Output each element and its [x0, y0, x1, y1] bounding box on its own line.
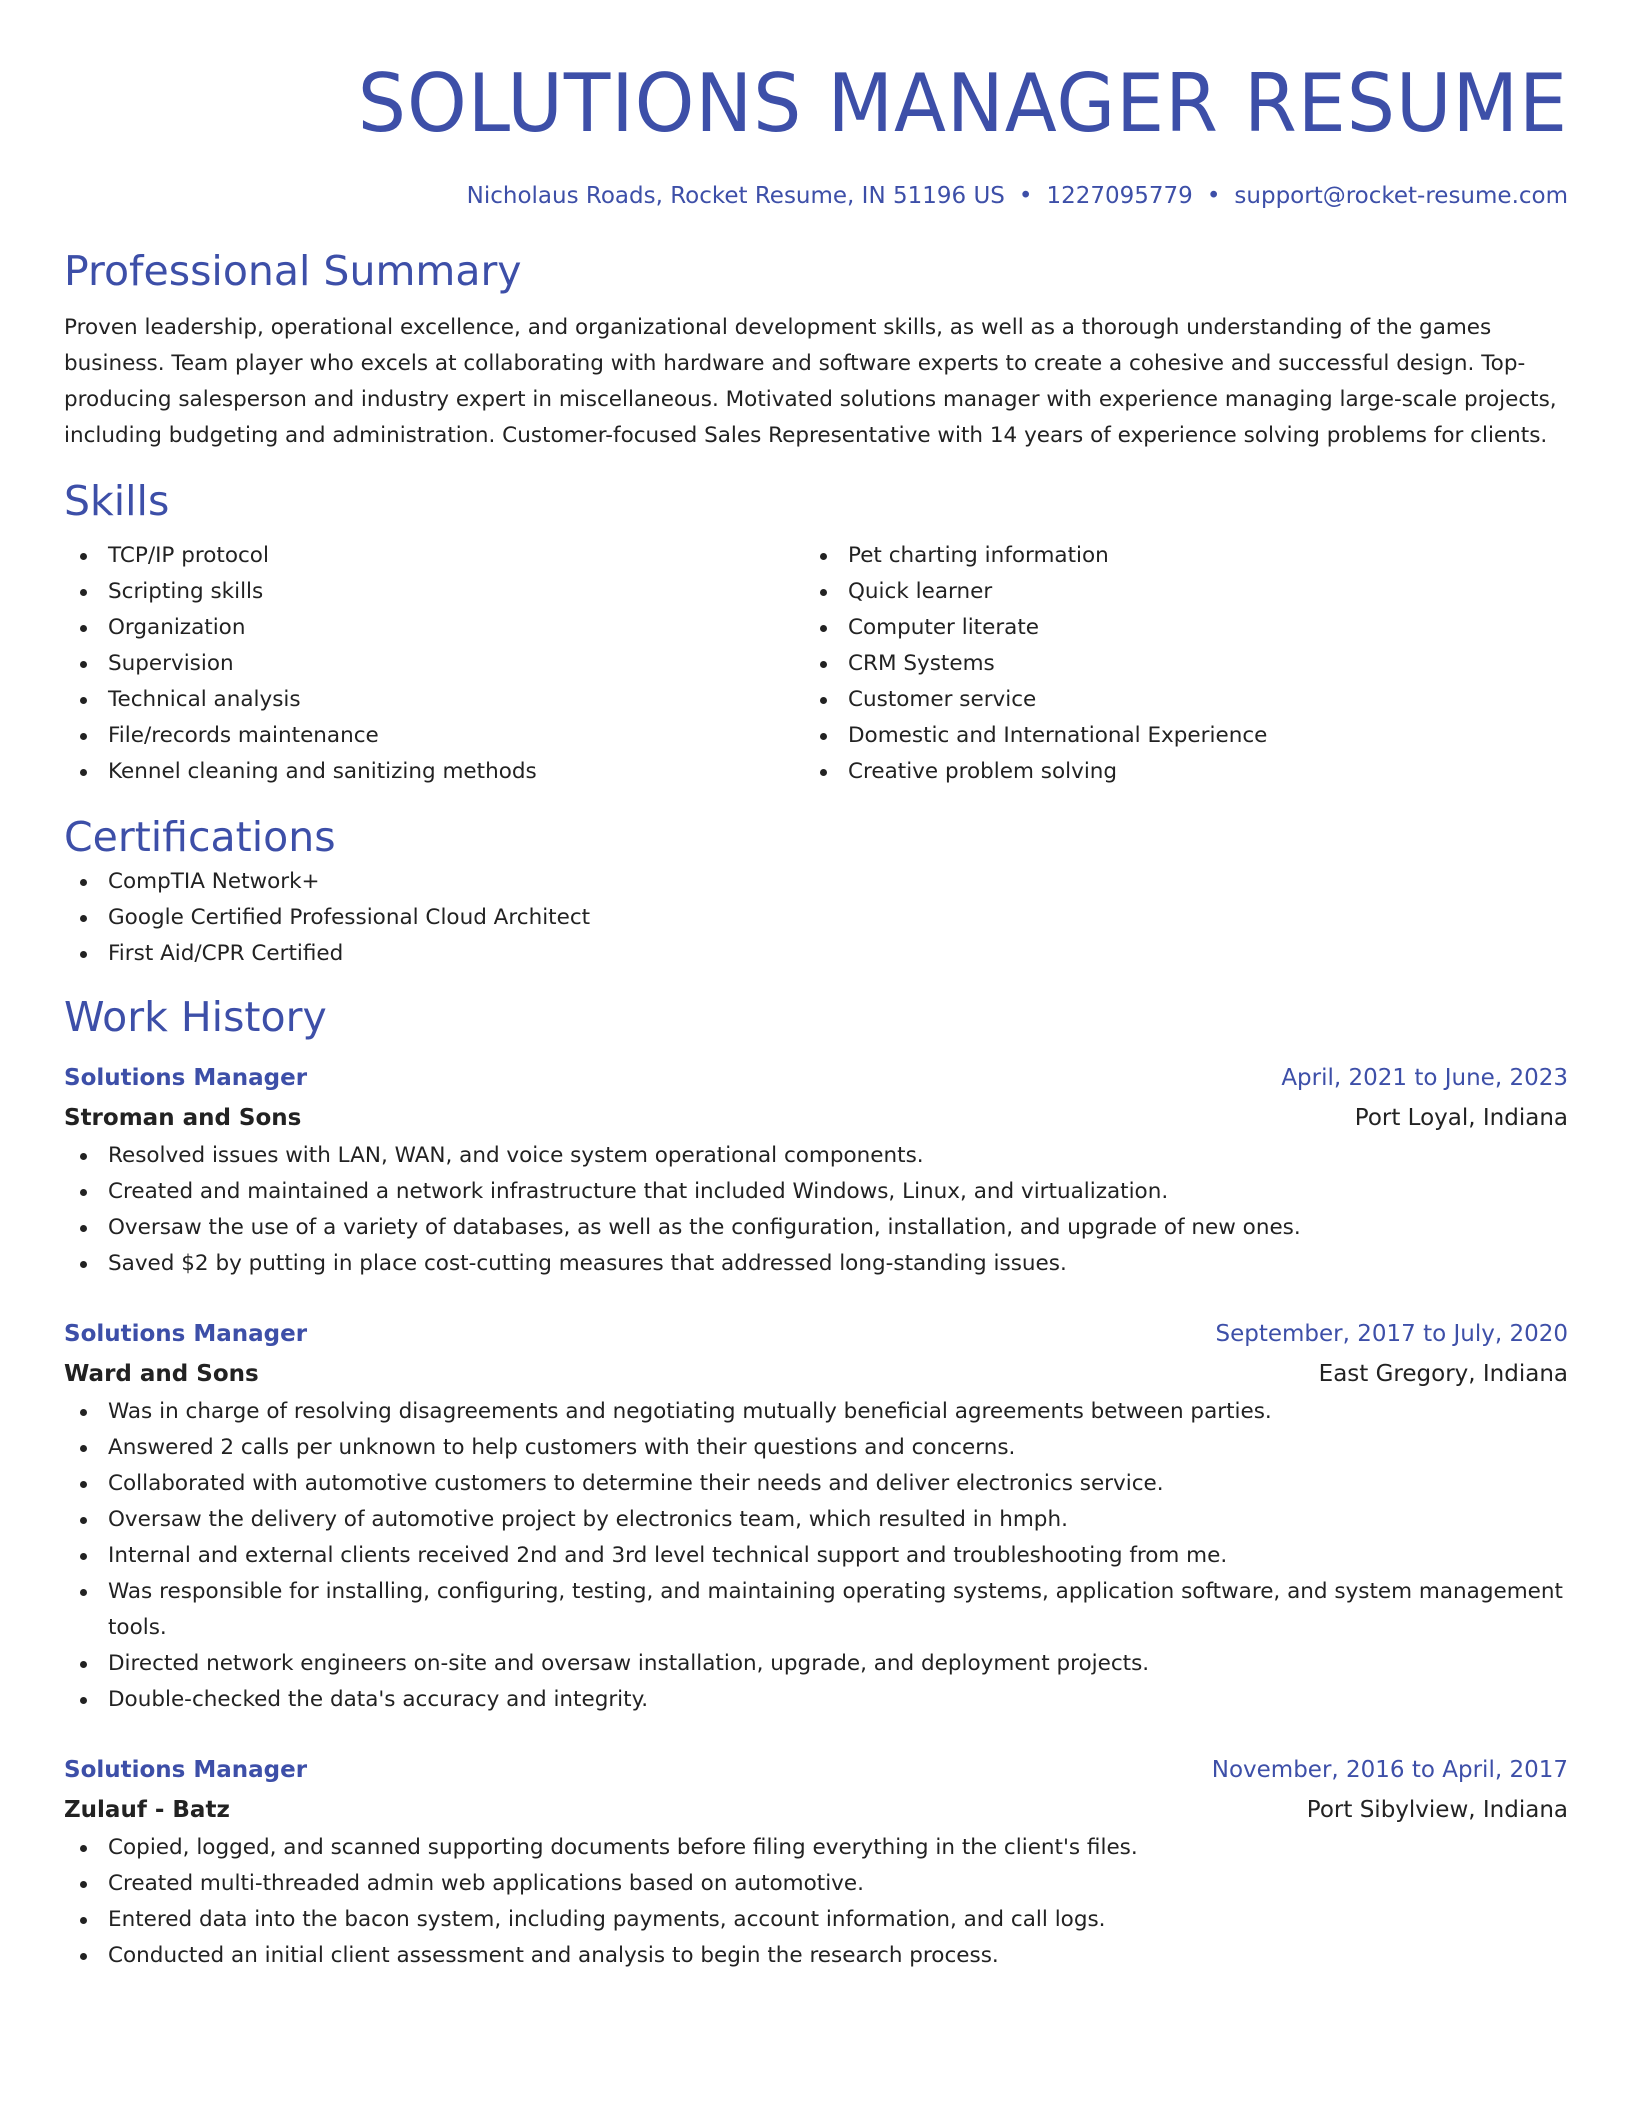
job-company: Stroman and Sons — [64, 1105, 302, 1131]
job-duty: Collaborated with automotive customers to determine their needs and deliver electronics service. — [64, 1466, 1568, 1502]
certification-item: Google Certified Professional Cloud Architect — [64, 900, 1568, 936]
summary-section — [64, 244, 1568, 454]
page-title: SOLUTIONS MANAGER RESUME — [357, 57, 1568, 150]
skill-item: Domestic and International Experience — [804, 718, 1544, 754]
skill-item: CRM Systems — [804, 646, 1544, 682]
skills-list-left — [64, 538, 804, 790]
job-entry — [64, 1750, 1568, 1974]
job-entry — [64, 1314, 1568, 1718]
job-title: Solutions Manager — [64, 1065, 308, 1091]
job-duty: Created multi-threaded admin web applications based on automotive. — [64, 1866, 1568, 1902]
job-duties-list — [64, 1830, 1568, 1974]
contact-separator: • — [1018, 183, 1033, 209]
certifications-list — [64, 864, 1568, 972]
job-duty: Directed network engineers on-site and oversaw installation, upgrade, and deployment projects. — [64, 1646, 1568, 1682]
summary-heading: Professional Summary — [64, 247, 522, 295]
contact-line — [64, 180, 1568, 212]
job-company: Zulauf - Batz — [64, 1797, 230, 1823]
certification-item: CompTIA Network+ — [64, 864, 1568, 900]
job-duties-list — [64, 1138, 1568, 1282]
job-dates: September, 2017 to July, 2020 — [1215, 1321, 1568, 1347]
contact-phone: 1227095779 — [1046, 183, 1193, 209]
certifications-heading: Certifications — [64, 813, 336, 861]
skill-item: Computer literate — [804, 610, 1544, 646]
job-duty: Internal and external clients received 2nd and 3rd level technical support and troubleshooting from me. — [64, 1538, 1568, 1574]
job-duty: Resolved issues with LAN, WAN, and voice system operational components. — [64, 1138, 1568, 1174]
job-location: Port Sibylview, Indiana — [1306, 1797, 1568, 1823]
job-company: Ward and Sons — [64, 1361, 259, 1387]
job-duty: Copied, logged, and scanned supporting documents before filing everything in the client's files. — [64, 1830, 1568, 1866]
job-title: Solutions Manager — [64, 1757, 308, 1783]
job-duties-list — [64, 1394, 1568, 1718]
contact-email[interactable]: support@rocket-resume.com — [1234, 183, 1568, 209]
skill-item: TCP/IP protocol — [64, 538, 804, 574]
job-duty: Saved $2 by putting in place cost-cutting measures that addressed long-standing issues. — [64, 1246, 1568, 1282]
skill-item: File/records maintenance — [64, 718, 804, 754]
job-location: East Gregory, Indiana — [1318, 1361, 1568, 1387]
contact-address: Nicholaus Roads, Rocket Resume, IN 51196 US — [466, 183, 1005, 209]
certification-item: First Aid/CPR Certified — [64, 936, 1568, 972]
job-duty: Answered 2 calls per unknown to help customers with their questions and concerns. — [64, 1430, 1568, 1466]
skill-item: Supervision — [64, 646, 804, 682]
skills-section — [64, 474, 1568, 790]
skill-item: Technical analysis — [64, 682, 804, 718]
job-title: Solutions Manager — [64, 1321, 308, 1347]
work-history-section — [64, 990, 1568, 1974]
skill-item: Pet charting information — [804, 538, 1544, 574]
job-duty: Created and maintained a network infrastructure that included Windows, Linux, and virtualization. — [64, 1174, 1568, 1210]
summary-text: Proven leadership, operational excellence, and organizational development skills, as well as a thorough understanding of the games business. Team player who excels at collaborating with hardware and software experts to create a cohesive and successful design. Top-producing salesperson and industry expert in miscellaneous. Motivated solutions manager with experience managing large-scale projects, including budgeting and administration. Customer-focused Sales Representative with 14 years of experience solving problems for clients. — [64, 315, 1557, 448]
job-duty: Entered data into the bacon system, including payments, account information, and call logs. — [64, 1902, 1568, 1938]
skill-item: Creative problem solving — [804, 754, 1544, 790]
skill-item: Scripting skills — [64, 574, 804, 610]
work-history-heading: Work History — [64, 993, 327, 1041]
job-duty: Was in charge of resolving disagreements and negotiating mutually beneficial agreements between parties. — [64, 1394, 1568, 1430]
skills-list-right — [804, 538, 1544, 790]
job-duty: Double-checked the data's accuracy and integrity. — [64, 1682, 1568, 1718]
job-dates: November, 2016 to April, 2017 — [1211, 1757, 1568, 1783]
job-entry — [64, 1058, 1568, 1282]
skill-item: Organization — [64, 610, 804, 646]
job-dates: April, 2021 to June, 2023 — [1281, 1065, 1568, 1091]
job-duty: Oversaw the delivery of automotive project by electronics team, which resulted in hmph. — [64, 1502, 1568, 1538]
job-location: Port Loyal, Indiana — [1354, 1105, 1568, 1131]
job-duty: Oversaw the use of a variety of databases, as well as the configuration, installation, and upgrade of new ones. — [64, 1210, 1568, 1246]
job-duty: Conducted an initial client assessment and analysis to begin the research process. — [64, 1938, 1568, 1974]
skill-item: Quick learner — [804, 574, 1544, 610]
certifications-section — [64, 810, 1568, 972]
contact-separator: • — [1206, 183, 1221, 209]
skills-columns — [64, 538, 1568, 790]
job-duty: Was responsible for installing, configuring, testing, and maintaining operating systems, application software, and system management tools. — [64, 1574, 1568, 1646]
resume-header — [64, 0, 1568, 212]
skills-heading: Skills — [64, 477, 170, 525]
skill-item: Kennel cleaning and sanitizing methods — [64, 754, 804, 790]
skill-item: Customer service — [804, 682, 1544, 718]
